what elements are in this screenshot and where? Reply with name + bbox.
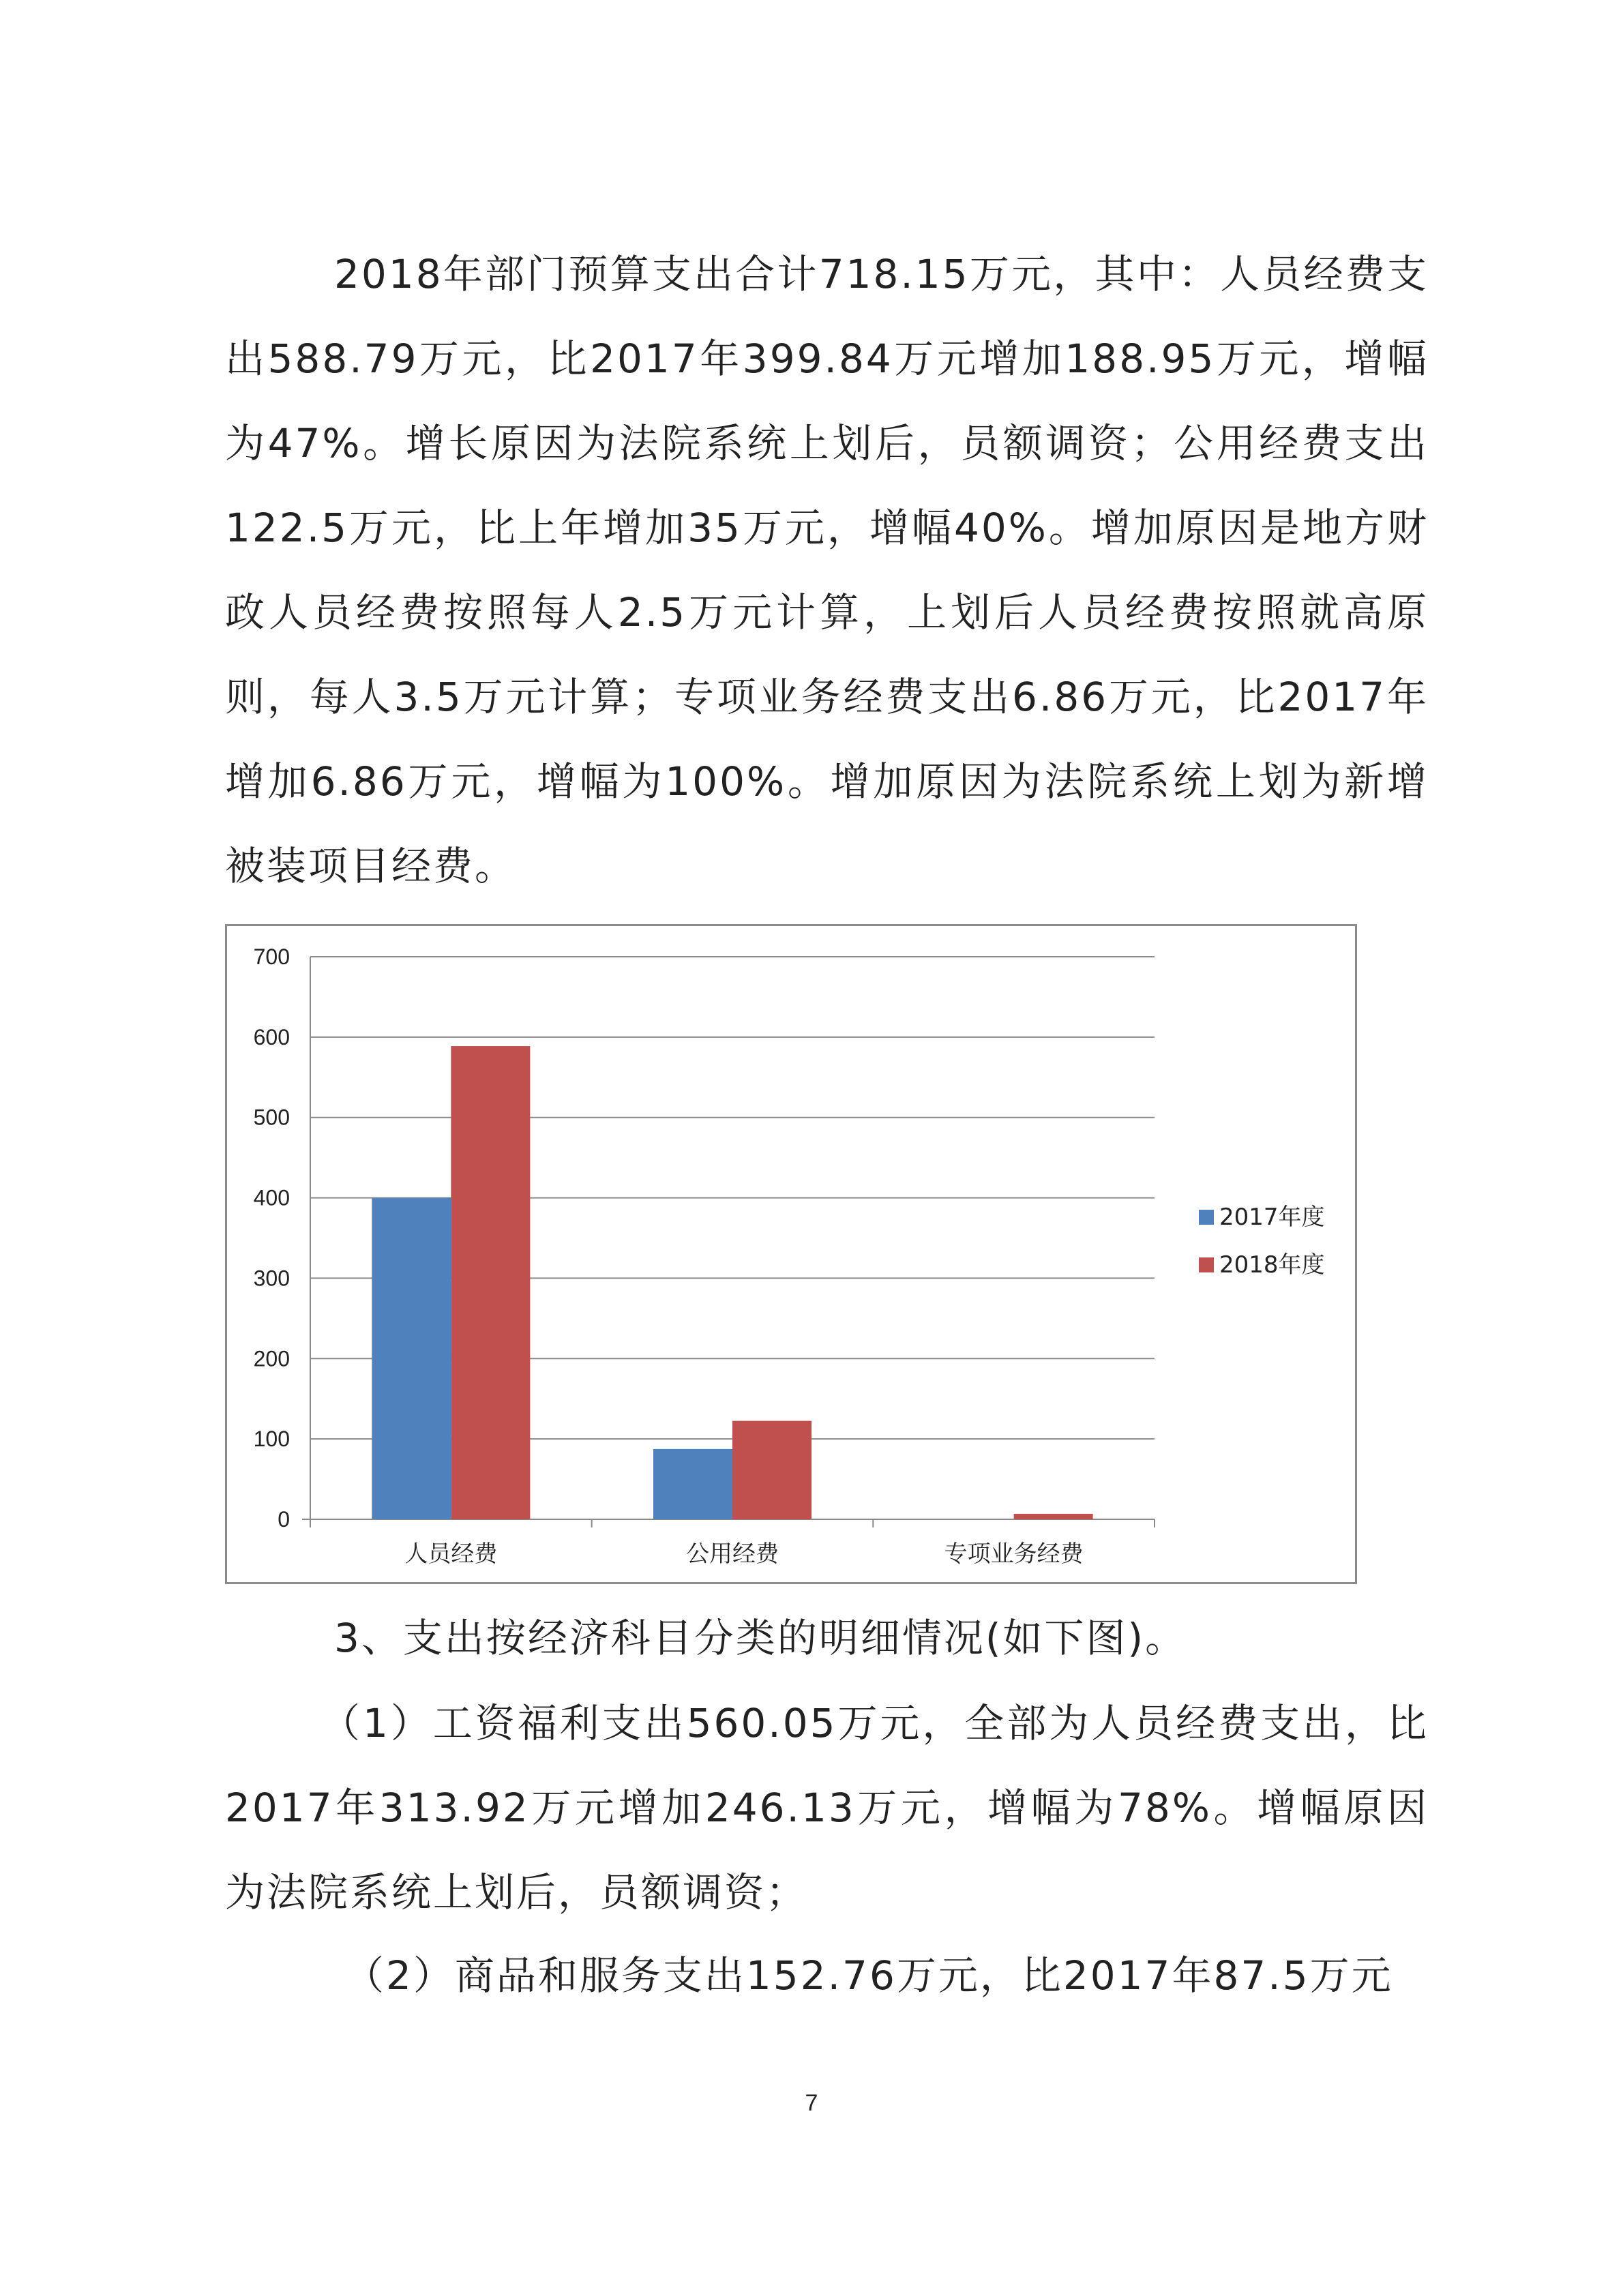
- bar-series2: [451, 1046, 530, 1519]
- category-label: 人员经费: [404, 1540, 498, 1568]
- y-tick-label: 500: [253, 1105, 290, 1130]
- paragraph-budget-summary: 2018年部门预算支出合计718.15万元，其中：人员经费支出588.79万元，比2017年399.84万元增加188.95万元，增幅为47%。增长原因为法院系统上划后，员额调资；公用经费支出122.5万元，比上年增加35万元，增幅40%。增加原因是地方财政人员经费按照每人2.5万元计算，上划后人员经费按照就高原则，每人3.5万元计算；专项业务经费支出6.86万元，比2017年增加6.86万元，增幅为100%。增加原因为法院系统上划为新增被装项目经费。: [225, 251, 1429, 889]
- paragraph-goods-services: （2）商品和服务支出152.76万元，比2017年87.5万元: [344, 1952, 1393, 1999]
- y-tick-label: 100: [253, 1427, 290, 1452]
- expenditure-bar-chart: [225, 924, 1357, 1584]
- y-tick-label: 300: [253, 1266, 290, 1291]
- y-tick-label: 200: [253, 1346, 290, 1371]
- bar-series1: [372, 1198, 451, 1519]
- y-tick-label: 700: [253, 944, 290, 969]
- y-tick-label: 400: [253, 1185, 290, 1210]
- paragraph-wages-welfare: （1）工资福利支出560.05万元，全部为人员经费支出，比2017年313.92万元增加246.13万元，增幅为78%。增幅原因为法院系统上划后，员额调资；: [225, 1700, 1429, 1915]
- chart-svg: [227, 926, 1359, 1586]
- category-label: 公用经费: [686, 1540, 779, 1568]
- legend-label: 2017年度: [1219, 1204, 1325, 1231]
- y-tick-label: 0: [278, 1507, 290, 1532]
- legend-label: 2018年度: [1219, 1251, 1325, 1279]
- category-label: 专项业务经费: [944, 1540, 1084, 1568]
- y-tick-label: 600: [253, 1024, 290, 1049]
- bar-series2: [732, 1421, 812, 1519]
- paragraph-section-heading: 3、支出按经济科目分类的明细情况(如下图)。: [334, 1615, 1187, 1661]
- page-number: 7: [805, 2090, 818, 2116]
- bar-series1: [653, 1449, 732, 1519]
- legend-swatch: [1199, 1210, 1214, 1225]
- legend-swatch: [1199, 1257, 1214, 1272]
- bar-series2: [1014, 1514, 1093, 1519]
